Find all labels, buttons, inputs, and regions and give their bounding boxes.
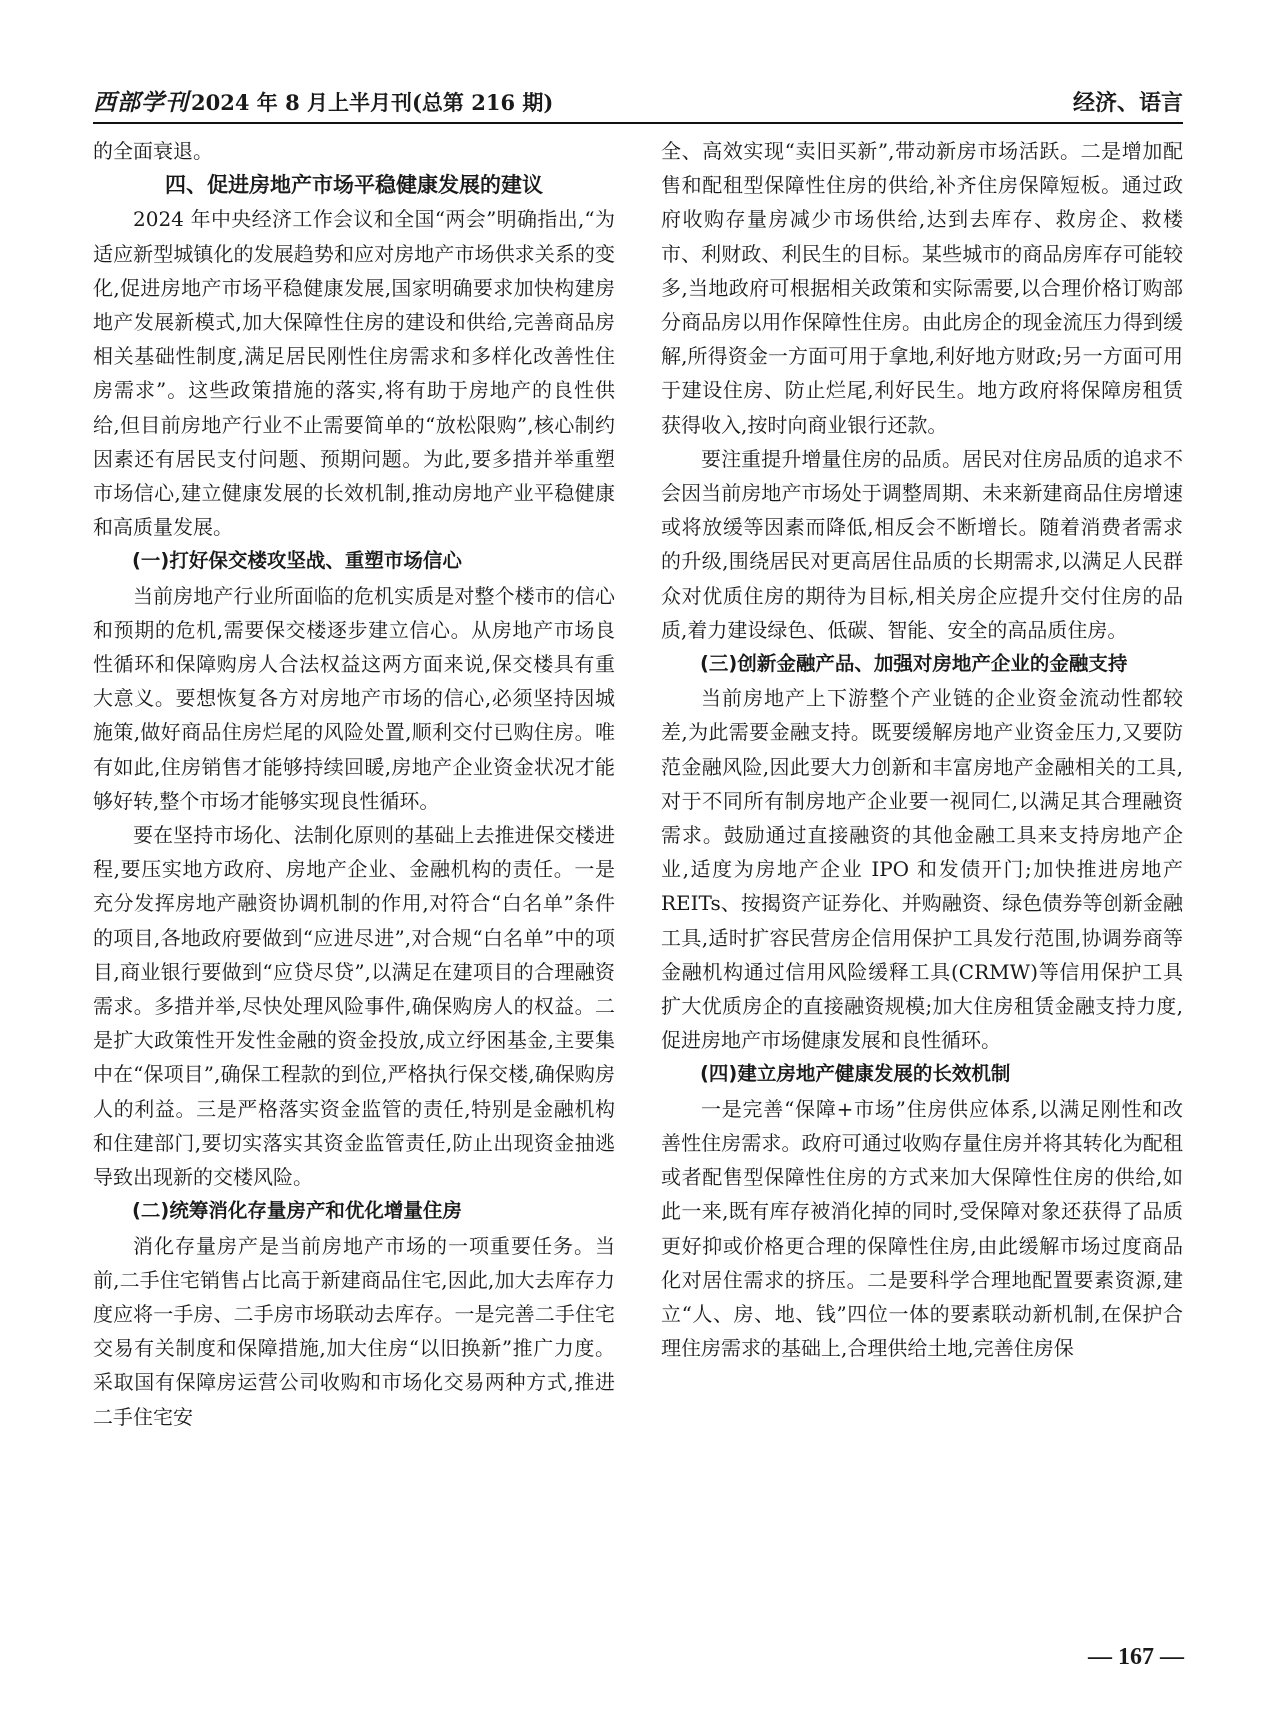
section-heading: 四、促进房地产市场平稳健康发展的建议	[165, 173, 543, 198]
header-journal-issue	[93, 84, 553, 117]
paragraph: 消化存量房产是当前房地产市场的一项重要任务。当前,二手住宅销售占比高于新建商品住宅,因此,加大去库存力度应将一手房、二手房市场联动去库存。一是完善二手住宅交易有关制度和保障措施,加大住房“以旧换新”推广力度。采取国有保障房运营公司收购和市场化交易两种方式,推进二手住宅安	[93, 1233, 615, 1429]
paragraph: 2024 年中央经济工作会议和全国“两会”明确指出,“为适应新型城镇化的发展趋势和应对房地产市场供求关系的变化,促进房地产市场平稳健康发展,国家明确要求加快构建房地产发展新模式,加大保障性住房的建设和供给,完善商品房相关基础性制度,满足居民刚性住房需求和多样化改善性住房需求”。这些政策措施的落实,将有助于房地产的良性供给,但目前房地产行业不止需要简单的“放松限购”,核心制约因素还有居民支付问题、预期问题。为此,要多措并举重塑市场信心,建立健康发展的长效机制,推动房地产业平稳健康和高质量发展。	[93, 207, 615, 540]
paragraph: 当前房地产上下游整个产业链的企业资金流动性都较差,为此需要金融支持。既要缓解房地产业资金压力,又要防范金融风险,因此要大力创新和丰富房地产金融相关的工具,对于不同所有制房地产企业要一视同仁,以满足其合理融资需求。鼓励通过直接融资的其他金融工具来支持房地产企业,适度为房地产企业 IPO 和发债开门;加快推进房地产 REITs、按揭资产证券化、并购融资、绿色债券等创新金融工具,适时扩容民营房企信用保护工具发行范围,协调券商等金融机构通过信用风险缓释工具(CRMW)等信用保护工具扩大优质房企的直接融资规模;加大住房租赁金融支持力度,促进房地产市场健康发展和良性循环。	[661, 686, 1183, 1053]
issue-info: 2024 年 8 月上半月刊(总第 216 期)	[191, 90, 554, 115]
running-header	[93, 78, 1183, 124]
paragraph: 全、高效实现“卖旧买新”,带动新房市场活跃。二是增加配售和配租型保障性住房的供给,补齐住房保障短板。通过政府收购存量房减少市场供给,达到去库存、救房企、救楼市、利财政、利民生的目标。某些城市的商品房库存可能较多,当地政府可根据相关政策和实际需要,以合理价格订购部分商品房以用作保障性住房。由此房企的现金流压力得到缓解,所得资金一方面可用于拿地,利好地方财政;另一方面可用于建设住房、防止烂尾,利好民生。地方政府将保障房租赁获得收入,按时向商业银行还款。	[661, 139, 1183, 437]
paragraph: 一是完善“保障+市场”住房供应体系,以满足刚性和改善性住房需求。政府可通过收购存量住房并将其转化为配租或者配售型保障性住房的方式来加大保障性住房的供给,如此一来,既有库存被消化掉的同时,受保障对象还获得了品质更好抑或价格更合理的保障性住房,由此缓解市场过度商品化对居住需求的挤压。二是要科学合理地配置要素资源,建立“人、房、地、钱”四位一体的要素联动新机制,在保护合理住房需求的基础上,合理供给土地,完善住房保	[661, 1096, 1183, 1361]
page-number: — 167 —	[1088, 1644, 1184, 1670]
paragraph: 要在坚持市场化、法制化原则的基础上去推进保交楼进程,要压实地方政府、房地产企业、金融机构的责任。一是充分发挥房地产融资协调机制的作用,对符合“白名单”条件的项目,各地政府要做到“应进尽进”,对合规“白名单”中的项目,商业银行要做到“应贷尽贷”,以满足在建项目的合理融资需求。多措并举,尽快处理风险事件,确保购房人的权益。二是扩大政策性开发性金融的资金投放,成立纾困基金,主要集中在“保项目”,确保工程款的到位,严格执行保交楼,确保购房人的利益。三是严格落实资金监管的责任,特别是金融机构和住建部门,要切实落实其资金监管责任,防止出现资金抽逃导致出现新的交楼风险。	[93, 823, 615, 1190]
subsection-heading: (三)创新金融产品、加强对房地产企业的金融支持	[700, 652, 1128, 676]
section-title: 经济、语言	[1072, 90, 1183, 116]
paragraph: 当前房地产行业所面临的危机实质是对整个楼市的信心和预期的危机,需要保交楼逐步建立信心。从房地产市场良性循环和保障购房人合法权益这两方面来说,保交楼具有重大意义。要想恢复各方对房地产市场的信心,必须坚持因城施策,做好商品住房烂尾的风险处置,顺利交付已购住房。唯有如此,住房销售才能够持续回暖,房地产企业资金状况才能够好转,整个市场才能够实现良性循环。	[93, 583, 615, 813]
subsection-heading: (二)统筹消化存量房产和优化增量住房	[132, 1199, 462, 1223]
journal-logo: 西部学刊	[93, 89, 189, 116]
paragraph: 的全面衰退。	[93, 139, 213, 163]
subsection-heading: (四)建立房地产健康发展的长效机制	[700, 1062, 1011, 1086]
paragraph: 要注重提升增量住房的品质。居民对住房品质的追求不会因当前房地产市场处于调整周期、未来新建商品住房增速或将放缓等因素而降低,相反会不断增长。随着消费者需求的升级,围绕居民对更高居住品质的长期需求,以满足人民群众对优质住房的期待为目标,相关房企应提升交付住房的品质,着力建设绿色、低碳、智能、安全的高品质住房。	[661, 446, 1183, 642]
subsection-heading: (一)打好保交楼攻坚战、重塑市场信心	[132, 549, 462, 573]
left-column	[93, 134, 615, 1639]
right-column	[661, 134, 1183, 1639]
